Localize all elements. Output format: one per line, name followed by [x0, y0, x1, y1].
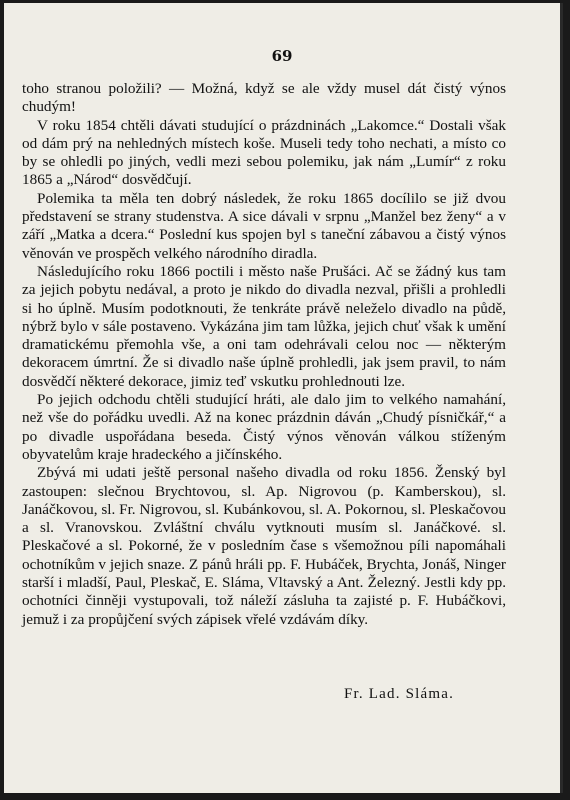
book-page [4, 3, 563, 793]
paragraph: Zbývá mi udati ještě personal našeho divadla od roku 1856. Ženský byl zastoupen: slečnou Brychtovou, sl. Ap. Nigrovou (p. Kamberskou), sl. Janáčkovou, sl. Fr. Nigrovou, sl. Kubánkovou, sl. A. Pokornou, sl. Pleskačovou a sl. Vranovskou. Zvláštní chválu vytknouti musím sl. Janáčkové. sl. Pleskačové a sl. Pokorné, že v posledním čase s všemožnou píli napomáhali ochotníkům v jejich snaze. Z pánů hráli pp. F. Hubáček, Brychta, Jonáš, Ninger starší i mladší, Paul, Pleskač, E. Sláma, Vltavský a Ant. Železný. Jestli kdy pp. ochotníci činněji vystupovali, tož náleží zásluha ta zajisté p. F. Hubáčkovi, jemuž i za propůjčení svých zápisek vřelé vzdávám díky. [22, 464, 506, 628]
author-signature: Fr. Lad. Sláma. [344, 686, 455, 702]
paragraph: toho stranou položili? — Možná, když se ale vždy musel dát čistý výnos chudým! [22, 80, 506, 116]
paragraph: Po jejich odchodu chtěli studující hráti, ale dalo jim to velkého namahání, než vše do pořádku uvedli. Až na konec prázdnin dáván „Chudý písničkář,“ a po divadle uspořádana beseda. Čistý výnos věnován válkou stíženým obyvatelům kraje hradeckého a jičínského. [22, 391, 506, 463]
paragraph: Následujícího roku 1866 poctili i město naše Prušáci. Ač se žádný kus tam za jejich pobytu nedával, a proto je nikdo do divadla nezval, přišli a prohledli si ho úplně. Musím podotknouti, že tenkráte právě neleželo divadlo na půdě, nýbrž bylo v sále postaveno. Vykázána jim tam lůžka, jejich chuť však k umění dramatickému přemohla vše, a oni tam odehrávali celou noc — některým dekoracem úmrtní. Že si divadlo naše úplně prohledli, jak jsem pravil, to nám dosvědčí některé dekorace, jimiz teď vskutku prohlednouti lze. [22, 262, 506, 390]
paragraph: V roku 1854 chtěli dávati studující o prázdninách „Lakomce.“ Dostali však od dám prý na nehledných místech koše. Museli tedy toho nechati, a místo co by se ohledli po jiných, vedli mezi sebou polemiku, jak nám „Lumír“ z roku 1865 a „Národ“ dosvědčují. [22, 116, 506, 189]
page-number: 69 [271, 47, 293, 65]
paragraph: Polemika ta měla ten dobrý následek, že roku 1865 docílilo se již dvou představení se strany studenstva. A sice dávali v srpnu „Manžel bez ženy“ a v září „Matka a dcera.“ Poslední kus spojen byl s taneční zábavou a čistý výnos věnován ve prospěch velkého národního diradla. [22, 189, 506, 262]
body-text [22, 80, 506, 629]
